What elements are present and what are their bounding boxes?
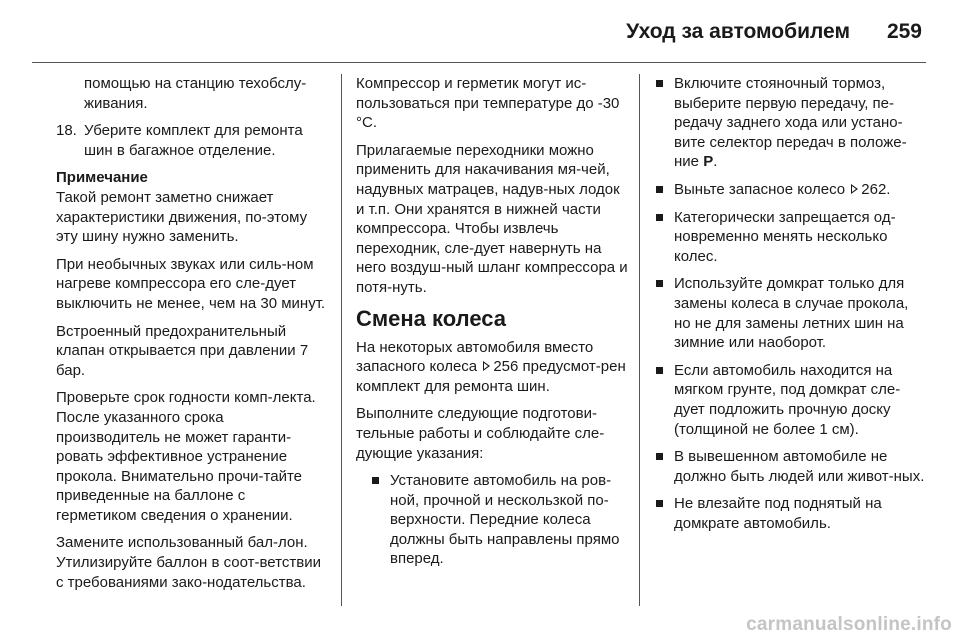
page-reference-icon [851,184,858,194]
step-text: Уберите комплект для ремонта шин в багажное отделение. [84,122,303,159]
square-bullet-icon [656,80,663,87]
intro-text-before: На некоторых автомобиля вместо запасного колеса [356,338,594,376]
column-divider-right [639,74,640,606]
list-item-text: Выньте запасное колесо [674,180,846,198]
body-paragraph: Прилагаемые переходники можно применить для накачивания мя-чей, надувных матрацев, надув-ных лодок и т.п. Они хранятся в нижней части компрессора. Чтобы извлечь переходник, сле-дует навернуть на него воздуш-ный шланг компрессора и потя-нуть. [356,141,628,296]
list-item [370,471,628,569]
column-left [56,74,328,600]
square-bullet-icon [656,214,663,221]
intro-text-after: предусмот-рен комплект для ремонта шин. [356,358,626,395]
page-header-title: Уход за автомобилем [626,20,850,43]
prep-list [370,471,628,569]
list-item [654,494,926,533]
list-item-text: В вывешенном автомобиле не должно быть людей или живот-ных. [674,448,925,485]
list-item-text: Включите стояночный тормоз, выберите первую передачу, пе-редачу заднего хода или устано-вите селектор передач в положе-ние [674,75,907,171]
page-number: 259 [886,20,922,43]
list-item [654,447,926,486]
gear-position-label: P [703,153,714,171]
list-item [654,74,926,172]
note-paragraph: Такой ремонт заметно снижает характеристики движения, по-этому эту шину нужно заменить. [56,188,308,246]
list-item [654,274,926,352]
column-middle [356,74,628,577]
section-heading: Смена колеса [356,305,507,331]
square-bullet-icon [372,477,379,484]
page-reference-link[interactable]: 256 [493,358,519,376]
square-bullet-icon [656,453,663,460]
list-item [654,180,926,200]
note-title: Примечание [56,169,148,187]
list-item-text-end: . [713,153,718,171]
list-item [654,361,926,439]
page-reference-link[interactable]: 262. [861,180,891,198]
list-item-text: Используйте домкрат только для замены колеса в случае прокола, но не для замены летних шин на зимние или наоборот. [674,275,909,352]
body-paragraph: Компрессор и герметик могут ис-пользоваться при температуре до -30 °C. [356,75,620,132]
note-paragraph: Замените использованный бал-лон. Утилизируйте баллон в соот-ветствии с требованиями зако-нодательства. [56,534,321,591]
list-item-text: Не влезайте под поднятый на домкрате автомобиль. [674,495,882,532]
intro-paragraph [356,338,628,397]
column-right [654,74,926,541]
header-divider [32,62,926,63]
step-18 [56,121,328,160]
watermark-text: carmanualsonline.info [746,614,952,635]
step-number: 18. [56,122,77,140]
list-item-text: Если автомобиль находится на мягком грунте, под домкрат сле-дует подложить прочную доску (толщиной не более 1 см). [674,361,901,438]
note-paragraph: Встроенный предохранительный клапан открывается при давлении 7 бар. [56,322,309,379]
list-item-text: Категорически запрещается од-новременно менять несколько колес. [674,208,896,265]
prep-paragraph: Выполните следующие подготови-тельные работы и соблюдайте сле-дующие указания: [356,405,605,462]
square-bullet-icon [656,186,663,193]
square-bullet-icon [656,500,663,507]
square-bullet-icon [656,367,663,374]
continued-step-text: помощью на станцию техобслу-живания. [84,75,307,112]
note-paragraph: При необычных звуках или силь-ном нагреве компрессора его сле-дует выключить не менее, чем на 30 минут. [56,255,326,312]
column-divider-left [341,74,342,606]
square-bullet-icon [656,280,663,287]
page-reference-icon [483,361,490,371]
note-paragraph: Проверьте срок годности комп-лекта. После указанного срока производитель не может гаранти-ровать эффективное устранение прокола. Внимательно прочи-тайте приведенные на баллоне с герметиком сведения о хранении. [56,389,316,524]
list-item [654,208,926,267]
list-item-text: Установите автомобиль на ров-ной, прочной и нескользкой по-верхности. Передние колеса должны быть направлены прямо вперед. [390,472,620,568]
